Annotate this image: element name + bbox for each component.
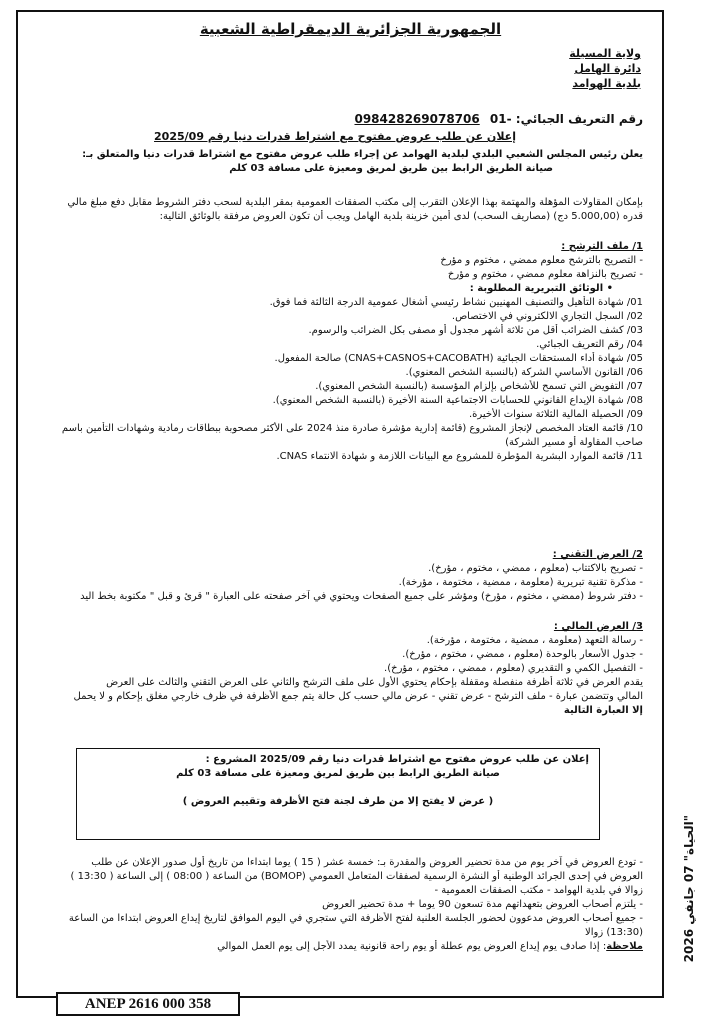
financial-offer-section [36,620,643,718]
footer-line: - يلتزم أصحاب العروض بتعهداتهم مدة تسعون 90 يوما + مدة تحضير العروض [322,899,643,910]
list-item: 07/ التفويض التي تسمح للأشخاص بإلزام المؤسسة (بالنسبة الشخص المعنوي). [315,381,643,392]
notice-reference: إعلان عن طلب عروض مفتوح مع اشتراط قدرات دنيا رقم 2025/09 [154,130,516,143]
list-item: - تصريح بالنزاهة معلوم ممضي ، مختوم و مؤرخ [447,269,643,280]
header-line: دائرة الهامل [574,62,641,75]
list-item: - مذكرة تقنية تبريرية (معلومة ، ممضية ، مختومة ، مؤرخة). [398,577,643,588]
list-item: 04/ رقم التعريف الجبائي. [536,339,643,350]
list-item: 11/ قائمة الموارد البشرية المؤطرة للمشروع مع البيانات اللازمة و شهادة الانتماء CNAS. [276,451,643,462]
footer-line: - جميع أصحاب العروض مدعوون لحضور الجلسة العلنية لفتح الأظرفة التي ستجري في اليوم الموافق لتاريخ إيداع العروض ابتداءا من الساعة [68,913,643,924]
list-item: 06/ القانون الأساسي الشركة (بالنسبة الشخص المعنوي). [405,367,643,378]
box-line: صيانة الطريق الرابط بين طريق لمريق ومعيزة على مسافة 03 كلم [176,768,500,779]
tax-id-value: 098428269078706 [354,112,480,126]
footer-line: زوالا في بلدية الهوامد - مكتب الصفقات العمومية - [434,885,643,896]
paragraph-line: بإمكان المقاولات المؤهلة والمهتمة بهذا الإعلان التقرب إلى مكتب الصفقات العمومية بمقر البلدية لسحب دفتر الشروط مقابل دفع مبلغ مالي [67,197,643,208]
intro-paragraph [36,148,643,176]
technical-offer-section [36,548,643,604]
paragraph-line: قدره (5.000,00 دج) (مصاريف السحب) لدى أمين خزينة بلدية الهامل ويجب أن تكون العروض مرفقة بالوثائق التالية: [159,211,643,222]
tax-id-suffix: -01 [489,112,512,126]
tax-id-label: رقم التعريف الجبائي: [515,112,643,126]
list-item: - رسالة التعهد (معلومة ، ممضية ، مختومة ، مؤرخة). [426,635,643,646]
note-label: ملاحظة [606,941,643,952]
box-line: إعلان عن طلب عروض مفتوح مع اشتراط قدرات دنيا رقم 2025/09 المشروع : [205,754,589,765]
list-item: • الوثائق التبريرية المطلوبة : [469,283,613,294]
header-line: بلدية الهوامد [572,77,641,90]
list-item: 10/ قائمة العتاد المخصص لإنجاز المشروع (قائمة إدارية مؤشرة صادرة منذ 2024 على الأكثر مصحوبة ببطاقات رمادية وشهادات التأمين باسم [61,423,643,434]
section-title: 1/ ملف الترشح : [561,241,643,252]
anep-reference: ANEP 2616 000 358 [56,992,240,1016]
list-item: 01/ شهادة التأهيل والتصنيف المهنيين نشاط رئيسي أشغال عمومية الدرجة الثالثة فما فوق. [269,297,643,308]
withdrawal-paragraph [36,196,643,224]
box-line: ( عرض لا يفتح إلا من طرف لجنة فتح الأظرفة وتقييم العروض ) [182,796,494,807]
header-line: ولاية المسيلة [569,47,641,60]
intro-line: يعلن رئيس المجلس الشعبي البلدي لبلدية الهوامد عن إجراء طلب عروض مفتوح مع اشتراط قدرات دنيا والمتعلق بـ: [82,149,643,160]
tax-id-line [193,112,643,126]
closing-line: إلا العبارة التالية [563,705,643,716]
footer-line: - تودع العروض في آخر يوم من مدة تحضير العروض والمقدرة بـ: خمسة عشر ( 15 ) يوما ابتداءا من تاريخ أول صدور الإعلان عن طلب [91,857,643,868]
submission-footer [36,856,643,954]
list-item: - جدول الأسعار بالوحدة (معلوم ، ممضي ، مختوم ، مؤرخ). [402,649,643,660]
list-item: 08/ شهادة الإيداع القانوني للحسابات الاجتماعية السنة الأخيرة (بالنسبة الشخص المعنوي). [272,395,643,406]
closing-line: المالي وتتضمن عبارة - ملف الترشح - عرض تقني - عرض مالي حسب كل حالة يتم جمع الأظرفة في ظرف خارجي مغلق بإحكام و لا يحمل [73,691,643,702]
note-line [36,940,643,954]
newspaper-date: "الحياة" 07 جانفي 2026 [682,815,696,963]
issuer-header [381,46,641,91]
page-title: الجمهورية الجزائرية الديمقراطية الشعبية [199,20,502,38]
section-title: 2/ العرض التقني : [552,549,643,560]
note-text: : إذا صادف يوم إيداع العروض يوم عطلة أو يوم راحة قانونية يمدد الأجل إلى يوم العمل الموالي [217,941,607,952]
list-item: 02/ السجل التجاري الالكتروني في الاختصاص. [451,311,643,322]
footer-line: العروض في إحدى الجرائد الوطنية أو النشرة الرسمية لصفقات المتعامل العمومي (BOMOP) من الساعة ( 08:00 ) إلى الساعة ( 13:30 ) [70,871,643,882]
list-item: صاحب المقاولة أو مسير الشركة) [505,437,643,448]
list-item: - التصريح بالترشح معلوم ممضي ، مختوم و مؤرخ [440,255,643,266]
list-item: - تصريح بالاكتتاب (معلوم ، ممضي ، مختوم ، مؤرخ). [428,563,643,574]
list-item: - التفصيل الكمي و التقديري (معلوم ، ممضي ، مختوم ، مؤرخ). [384,663,643,674]
footer-line: (13:30) زوالا [585,927,643,938]
project-title: صيانة الطريق الرابط بين طريق لمريق ومعيزة على مسافة 03 كلم [229,163,553,174]
candidacy-section [36,240,643,464]
closing-line: يقدم العرض في ثلاثة أظرفة منفصلة ومقفلة بإحكام يحتوي الأول على ملف الترشح والثاني على العرض التقني والثالث على العرض [106,677,643,688]
list-item: 03/ كشف الضرائب أقل من ثلاثة أشهر مجدول أو مصفى بكل الضرائب والرسوم. [308,325,643,336]
list-item: 05/ شهادة أداء المستحقات الجبائية (CNAS+CASNOS+CACOBATH) صالحة المفعول. [274,353,643,364]
section-title: 3/ العرض المالي : [553,621,643,632]
envelope-box [76,748,600,840]
list-item: 09/ الحصيلة المالية الثلاثة سنوات الأخيرة. [468,409,643,420]
list-item: - دفتر شروط (ممضي ، مختوم ، مؤرخ) ومؤشر على جميع الصفحات ويحتوي في آخر صفحته على العبارة " قرئ و قبل " مكتوبة بخط اليد [80,591,643,602]
